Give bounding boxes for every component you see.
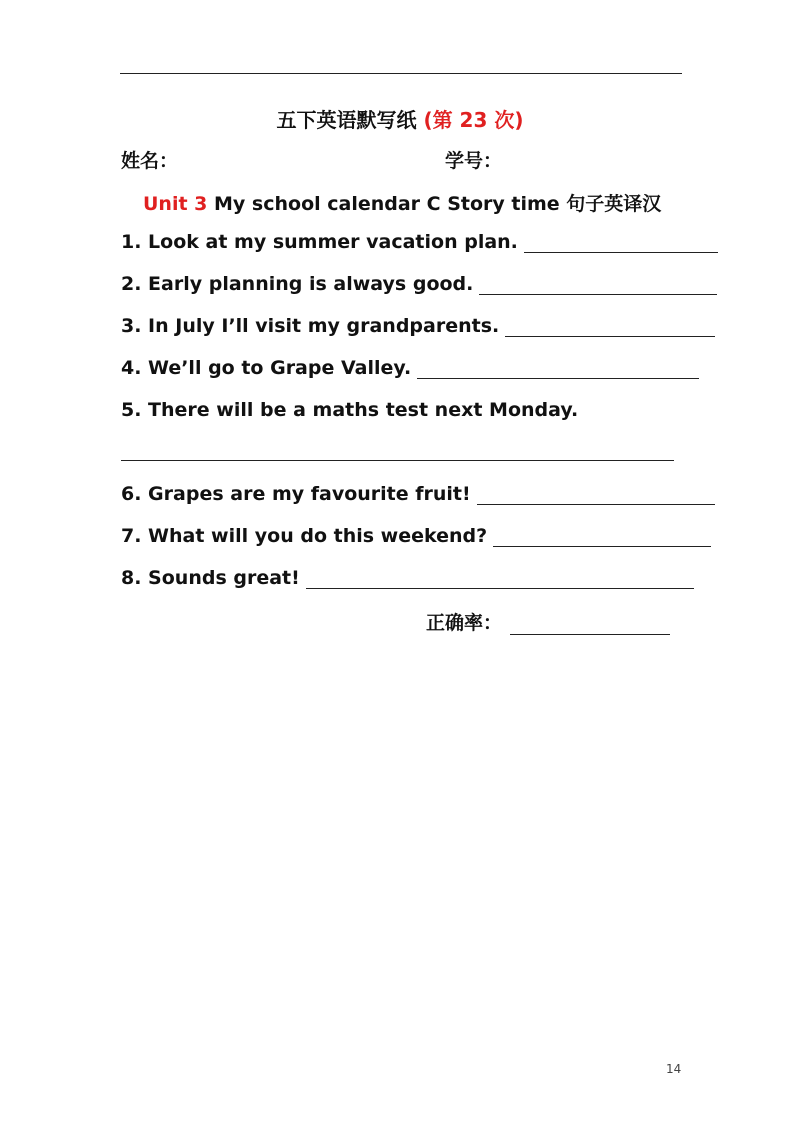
question-text: 7. What will you do this weekend? xyxy=(121,525,488,547)
question-text: 1. Look at my summer vacation plan. xyxy=(121,231,518,253)
question-4 xyxy=(121,357,699,379)
accuracy-label: 正确率： xyxy=(426,612,503,634)
question-text: 4. We’ll go to Grape Valley. xyxy=(121,357,412,379)
page-title xyxy=(0,104,800,133)
unit-subtitle xyxy=(143,189,661,216)
unit-description: My school calendar C Story time 句子英译汉 xyxy=(207,193,662,215)
question-3 xyxy=(121,315,715,337)
name-label: 姓名： xyxy=(121,150,179,172)
answer-blank[interactable] xyxy=(524,234,718,253)
title-text: 五下英语默写纸 xyxy=(276,108,417,132)
question-7 xyxy=(121,525,711,547)
unit-number: Unit 3 xyxy=(143,193,208,215)
question-text: 8. Sounds great! xyxy=(121,567,300,589)
question-1 xyxy=(121,231,718,253)
answer-blank[interactable] xyxy=(479,276,717,295)
page-number: 14 xyxy=(666,1062,682,1076)
answer-blank[interactable] xyxy=(306,570,694,589)
question-text: 2. Early planning is always good. xyxy=(121,273,474,295)
accuracy-blank[interactable] xyxy=(510,616,670,635)
answer-blank[interactable] xyxy=(417,360,699,379)
title-session: (第 23 次) xyxy=(423,108,524,132)
accuracy-line xyxy=(426,608,670,635)
answer-blank[interactable] xyxy=(505,318,715,337)
question-text: 5. There will be a maths test next Monday. xyxy=(121,399,579,421)
answer-blank[interactable] xyxy=(493,528,711,547)
answer-blank[interactable] xyxy=(477,486,715,505)
question-8 xyxy=(121,567,694,589)
question-5 xyxy=(121,399,578,421)
answer-blank-5[interactable] xyxy=(121,460,674,461)
question-6 xyxy=(121,483,715,505)
question-text: 6. Grapes are my favourite fruit! xyxy=(121,483,471,505)
student-id-label: 学号： xyxy=(445,150,503,172)
top-divider xyxy=(120,73,682,74)
question-text: 3. In July I’ll visit my grandparents. xyxy=(121,315,500,337)
question-2 xyxy=(121,273,717,295)
